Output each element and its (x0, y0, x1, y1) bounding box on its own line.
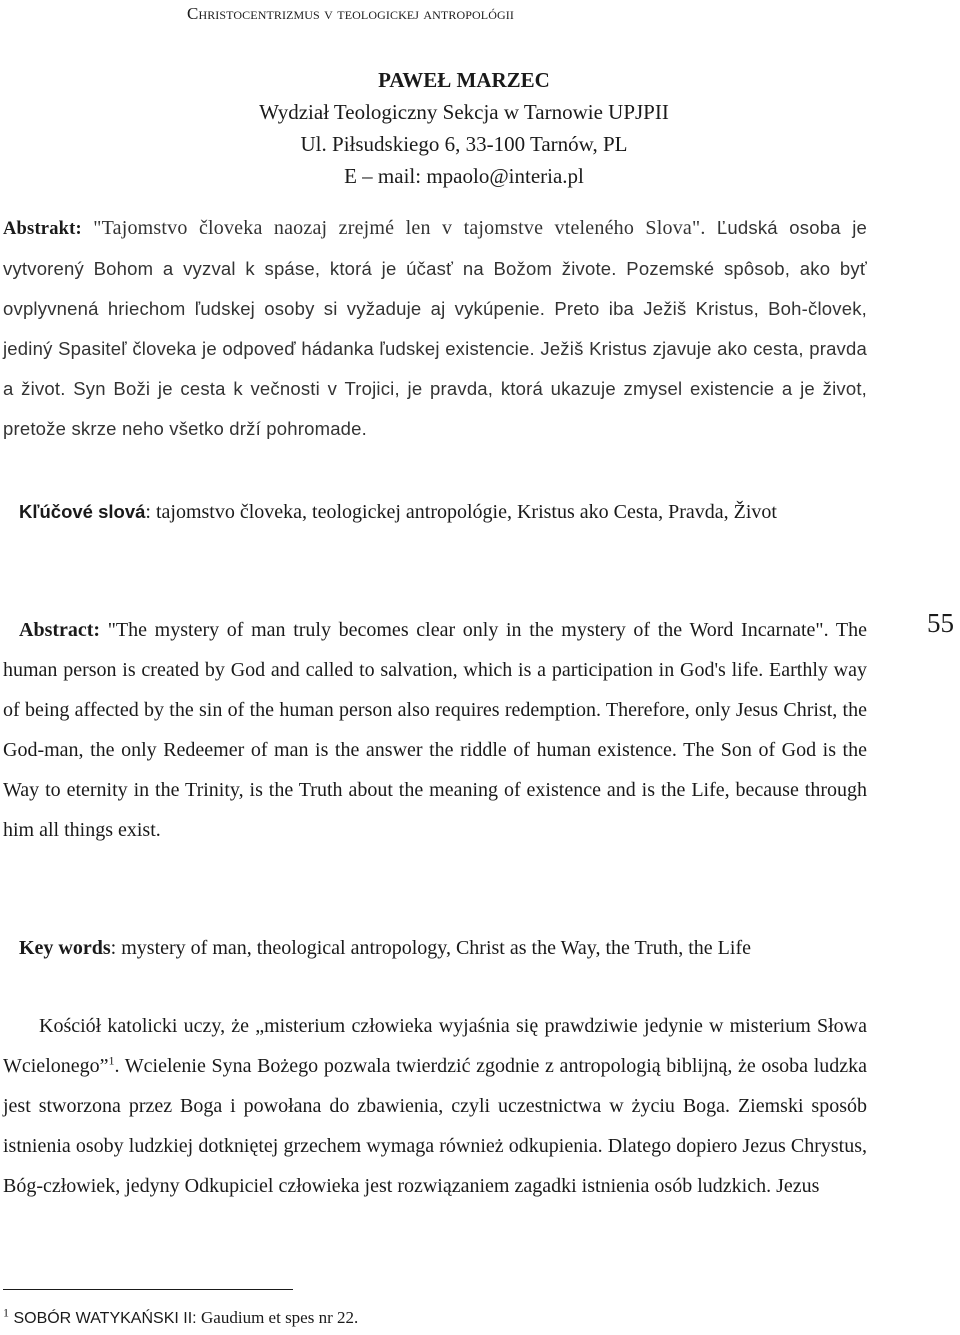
abstract-slovak-text: Ľudská osoba je vytvorený Bohom a vyzval k spáse, ktorá je účasť na Božom živote. Pozemské spôsob, ako byť ovplyvnená hriechom ľudskej osoby si vyžaduje aj vykúpenie. Preto iba Ježiš Kristus, Boh-človek, jediný Spasiteľ človeka je odpoveď hádanka ľudskej existencie. Ježiš Kristus zjavuje ako cesta, pravda a život. Syn Boži je cesta k večnosti v Trojici, je pravda, ktorá ukazuje zmysel existencie a je život, pretože skrze neho všetko drží pohromade. (3, 217, 867, 439)
keywords-slovak-label: Kľúčové slová (19, 501, 146, 522)
abstract-english-label: Abstract: (19, 619, 101, 641)
author-email: E – mail: mpaolo@interia.pl (344, 164, 584, 188)
keywords-slovak-text: : tajomstvo človeka, teologickej antropológie, Kristus ako Cesta, Pravda, Život (145, 501, 777, 523)
author-address: Ul. Piłsudskiego 6, 33-100 Tarnów, PL (300, 132, 628, 156)
main-text-part1: Kościół katolicki uczy, że „misterium człowieka wyjaśnia się prawdziwie jedynie w misterium Słowa Wcielonego” (3, 1015, 867, 1077)
page-number: 55 (927, 608, 954, 638)
abstract-english (3, 610, 867, 850)
keywords-english-label: Key words (19, 937, 111, 959)
author-name: PAWEŁ MARZEC (378, 68, 550, 92)
footnote-reference[interactable]: 1 (108, 1053, 115, 1068)
running-head: Christocentrizmus v teologickej antropológii (187, 4, 514, 23)
abstract-slovak (3, 208, 867, 449)
main-text-paragraph (3, 1006, 867, 1206)
author-affiliation: Wydział Teologiczny Sekcja w Tarnowie UPJPII (259, 100, 669, 124)
keywords-english (3, 928, 867, 968)
footnote-mark: 1 (3, 1305, 9, 1320)
keywords-english-text: : mystery of man, theological antropology, Christ as the Way, the Truth, the Life (110, 937, 751, 959)
footnote-council: SOBÓR WATYKAŃSKI II: (9, 1310, 202, 1327)
abstract-english-text: "The mystery of man truly becomes clear only in the mystery of the Word Incarnate". The human person is created by God and called to salvation, which is a participation in God's life. Earthly way of being affected by the sin of the human person also requires redemption. Therefore, only Jesus Christ, the God-man, the only Redeemer of man is the answer the riddle of human existence. The Son of God is the Way to eternity in the Trinity, is the Truth about the meaning of existence and is the Life, because through him all things exist. (3, 619, 867, 841)
author-block (0, 64, 928, 192)
footnote-source: Gaudium et spes nr 22. (201, 1308, 359, 1327)
footnote-divider (3, 1289, 293, 1290)
abstract-slovak-label: Abstrakt: (3, 219, 82, 239)
keywords-slovak (3, 492, 867, 532)
abstract-slovak-lead: "Tajomstvo človeka naozaj zrejmé len v tajomstve vteleného Slova". (81, 217, 717, 239)
footnote (3, 1305, 359, 1328)
main-text-part2: . Wcielenie Syna Bożego pozwala twierdzić zgodnie z antropologią biblijną, że osoba ludzka jest stworzona przez Boga i powołana do zbawienia, czyli uczestnictwa w życiu Boga. Ziemski sposób istnienia osoby ludzkiej dotkniętej grzechem wymaga również odkupienia. Dlatego dopiero Jezus Chrystus, Bóg-człowiek, jedyny Odkupiciel człowieka jest rozwiązaniem zagadki istnienia osób ludzkich. Jezus (3, 1055, 867, 1197)
